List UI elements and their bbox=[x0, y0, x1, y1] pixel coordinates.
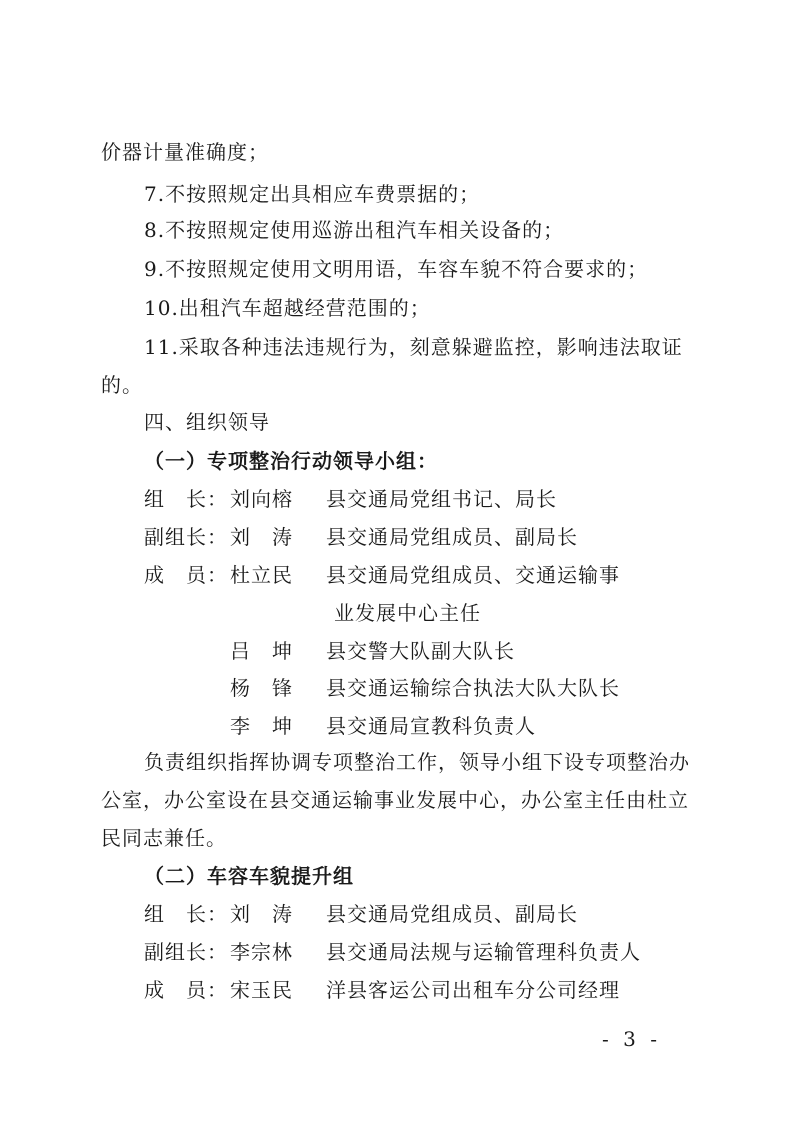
member-name: 李 坤 bbox=[230, 714, 293, 738]
member-duty: 县交通运输综合执法大队大队长 bbox=[326, 676, 620, 700]
member-role: 副组长： bbox=[144, 940, 228, 964]
member-role: 组 长： bbox=[144, 487, 228, 511]
list-item-9: 9.不按照规定使用文明用语，车容车貌不符合要求的； bbox=[144, 257, 649, 281]
page-number: - 3 - bbox=[602, 1027, 661, 1051]
member-name: 刘向榕 bbox=[230, 487, 293, 511]
member-duty: 洋县客运公司出租车分公司经理 bbox=[326, 978, 620, 1002]
group1-description-line: 民同志兼任。 bbox=[101, 826, 227, 850]
member-role: 副组长： bbox=[144, 525, 228, 549]
list-item-8: 8.不按照规定使用巡游出租汽车相关设备的； bbox=[144, 218, 565, 242]
member-name: 刘 涛 bbox=[230, 902, 293, 926]
member-duty: 县交警大队副大队长 bbox=[326, 639, 515, 663]
group2-heading: （二）车容车貌提升组 bbox=[144, 864, 354, 888]
member-duty: 业发展中心主任 bbox=[334, 601, 481, 625]
member-role: 成 员： bbox=[144, 563, 228, 587]
member-role: 组 长： bbox=[144, 902, 228, 926]
list-item-10: 10.出租汽车超越经营范围的； bbox=[144, 296, 431, 320]
member-duty: 县交通局党组成员、副局长 bbox=[326, 902, 578, 926]
group1-heading: （一）专项整治行动领导小组： bbox=[144, 449, 438, 473]
paragraph-continuation: 价器计量准确度； bbox=[101, 140, 269, 164]
list-item-11: 11.采取各种违法违规行为，刻意躲避监控，影响违法取证 bbox=[144, 335, 683, 359]
member-name: 李宗林 bbox=[230, 940, 293, 964]
section-heading: 四、组织领导 bbox=[144, 410, 270, 434]
member-duty: 县交通局宣教科负责人 bbox=[326, 714, 536, 738]
group1-description-line: 公室，办公室设在县交通运输事业发展中心，办公室主任由杜立 bbox=[101, 788, 689, 812]
member-name: 刘 涛 bbox=[230, 525, 293, 549]
member-duty: 县交通局法规与运输管理科负责人 bbox=[326, 940, 641, 964]
member-name: 吕 坤 bbox=[230, 639, 293, 663]
group1-description-line: 负责组织指挥协调专项整治工作，领导小组下设专项整治办 bbox=[144, 750, 690, 774]
list-item-7: 7.不按照规定出具相应车费票据的； bbox=[144, 182, 481, 206]
list-item-11-continuation: 的。 bbox=[101, 373, 143, 397]
member-duty: 县交通局党组成员、副局长 bbox=[326, 525, 578, 549]
member-duty: 县交通局党组成员、交通运输事 bbox=[326, 563, 620, 587]
member-name: 宋玉民 bbox=[230, 978, 293, 1002]
member-duty: 县交通局党组书记、局长 bbox=[326, 487, 557, 511]
member-role: 成 员： bbox=[144, 978, 228, 1002]
member-name: 杨 锋 bbox=[230, 676, 293, 700]
member-name: 杜立民 bbox=[230, 563, 293, 587]
